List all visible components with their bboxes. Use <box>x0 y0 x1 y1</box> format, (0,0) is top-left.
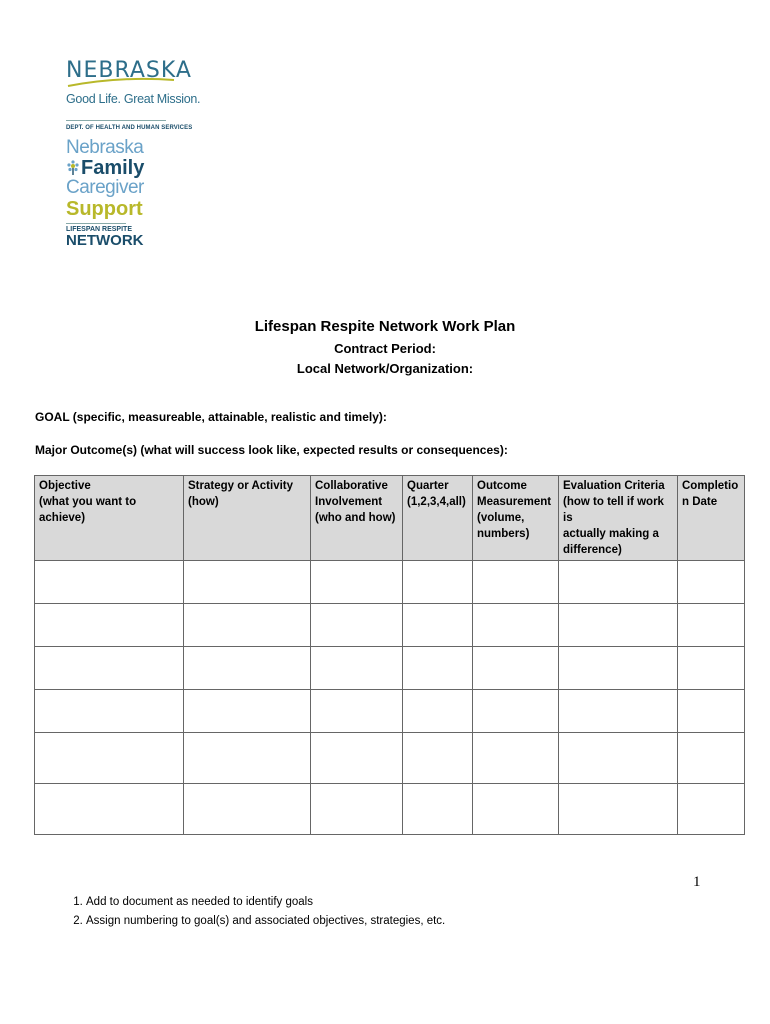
table-cell[interactable] <box>35 690 184 733</box>
work-plan-table <box>34 475 745 835</box>
swoosh-icon <box>66 76 176 90</box>
header-evaluation-criteria: Evaluation Criteria (how to tell if work is actually making a difference) <box>559 476 678 561</box>
logo-family-text: Family <box>81 157 145 179</box>
table-cell[interactable] <box>35 604 184 647</box>
table-cell[interactable] <box>184 784 311 835</box>
table-row <box>35 604 745 647</box>
table-row <box>35 690 745 733</box>
logo-line-support: Support <box>66 198 143 220</box>
table-cell[interactable] <box>403 604 473 647</box>
table-cell[interactable] <box>403 647 473 690</box>
table-row <box>35 784 745 835</box>
table-cell[interactable] <box>311 690 403 733</box>
table-row <box>35 733 745 784</box>
header-strategy: Strategy or Activity (how) <box>184 476 311 561</box>
local-network-label: Local Network/Organization: <box>296 361 474 376</box>
logo-line-lifespan-respite: LIFESPAN RESPITE <box>66 226 132 233</box>
table-cell[interactable] <box>184 733 311 784</box>
header-objective: Objective (what you want to achieve) <box>35 476 184 561</box>
table-cell[interactable] <box>35 647 184 690</box>
table-cell[interactable] <box>678 561 745 604</box>
major-outcome-label: Major Outcome(s) (what will success look like, expected results or consequences): <box>35 443 508 457</box>
table-cell[interactable] <box>311 733 403 784</box>
table-cell[interactable] <box>35 784 184 835</box>
table-cell[interactable] <box>311 604 403 647</box>
table-cell[interactable] <box>311 647 403 690</box>
logo-state-name: NEBRASKA <box>66 58 192 83</box>
table-row <box>35 647 745 690</box>
contract-period-label: Contract Period: <box>334 341 436 356</box>
table-row <box>35 561 745 604</box>
table-cell[interactable] <box>403 690 473 733</box>
logo-divider <box>66 120 166 121</box>
logo-tagline: Good Life. Great Mission. <box>66 92 201 106</box>
table-cell[interactable] <box>311 784 403 835</box>
table-cell[interactable] <box>678 690 745 733</box>
table-cell[interactable] <box>678 604 745 647</box>
logo-line-nebraska: Nebraska <box>66 137 144 158</box>
list-item: 2. Assign numbering to goal(s) and associated objectives, strategies, etc. <box>86 912 445 931</box>
header-outcome-measurement: Outcome Measurement (volume, numbers) <box>473 476 559 561</box>
table-cell[interactable] <box>473 690 559 733</box>
table-cell[interactable] <box>473 733 559 784</box>
table-cell[interactable] <box>35 733 184 784</box>
logo-divider-small <box>66 223 126 224</box>
table-header-row <box>35 476 745 561</box>
table-cell[interactable] <box>473 561 559 604</box>
table-cell[interactable] <box>473 647 559 690</box>
table-cell[interactable] <box>559 690 678 733</box>
table-cell[interactable] <box>403 733 473 784</box>
table-cell[interactable] <box>678 647 745 690</box>
table-cell[interactable] <box>184 690 311 733</box>
table-cell[interactable] <box>678 733 745 784</box>
table-cell[interactable] <box>311 561 403 604</box>
table-cell[interactable] <box>35 561 184 604</box>
flower-icon <box>66 160 80 176</box>
table-cell[interactable] <box>473 784 559 835</box>
list-item: 1. Add to document as needed to identify goals <box>86 893 445 912</box>
document-title: Lifespan Respite Network Work Plan <box>254 318 516 335</box>
header-collaborative: Collaborative Involvement (who and how) <box>311 476 403 561</box>
table-cell[interactable] <box>559 561 678 604</box>
table-cell[interactable] <box>559 647 678 690</box>
table-cell[interactable] <box>184 561 311 604</box>
table-cell[interactable] <box>559 604 678 647</box>
page-number: 1 <box>693 874 701 890</box>
nebraska-dhhs-logo <box>66 58 201 249</box>
table-cell[interactable] <box>184 604 311 647</box>
logo-department: DEPT. OF HEALTH AND HUMAN SERVICES <box>66 125 193 131</box>
goal-label: GOAL (specific, measureable, attainable, realistic and timely): <box>35 410 387 424</box>
table-cell[interactable] <box>559 784 678 835</box>
table-cell[interactable] <box>403 561 473 604</box>
table-cell[interactable] <box>403 784 473 835</box>
logo-line-caregiver: Caregiver <box>66 177 144 198</box>
table-cell[interactable] <box>678 784 745 835</box>
header-completion-date: Completio n Date <box>678 476 745 561</box>
header-quarter: Quarter (1,2,3,4,all) <box>403 476 473 561</box>
logo-line-network: NETWORK <box>66 232 144 249</box>
table-cell[interactable] <box>559 733 678 784</box>
logo-line-family <box>66 158 186 178</box>
table-cell[interactable] <box>473 604 559 647</box>
notes-list <box>58 893 445 931</box>
table-cell[interactable] <box>184 647 311 690</box>
